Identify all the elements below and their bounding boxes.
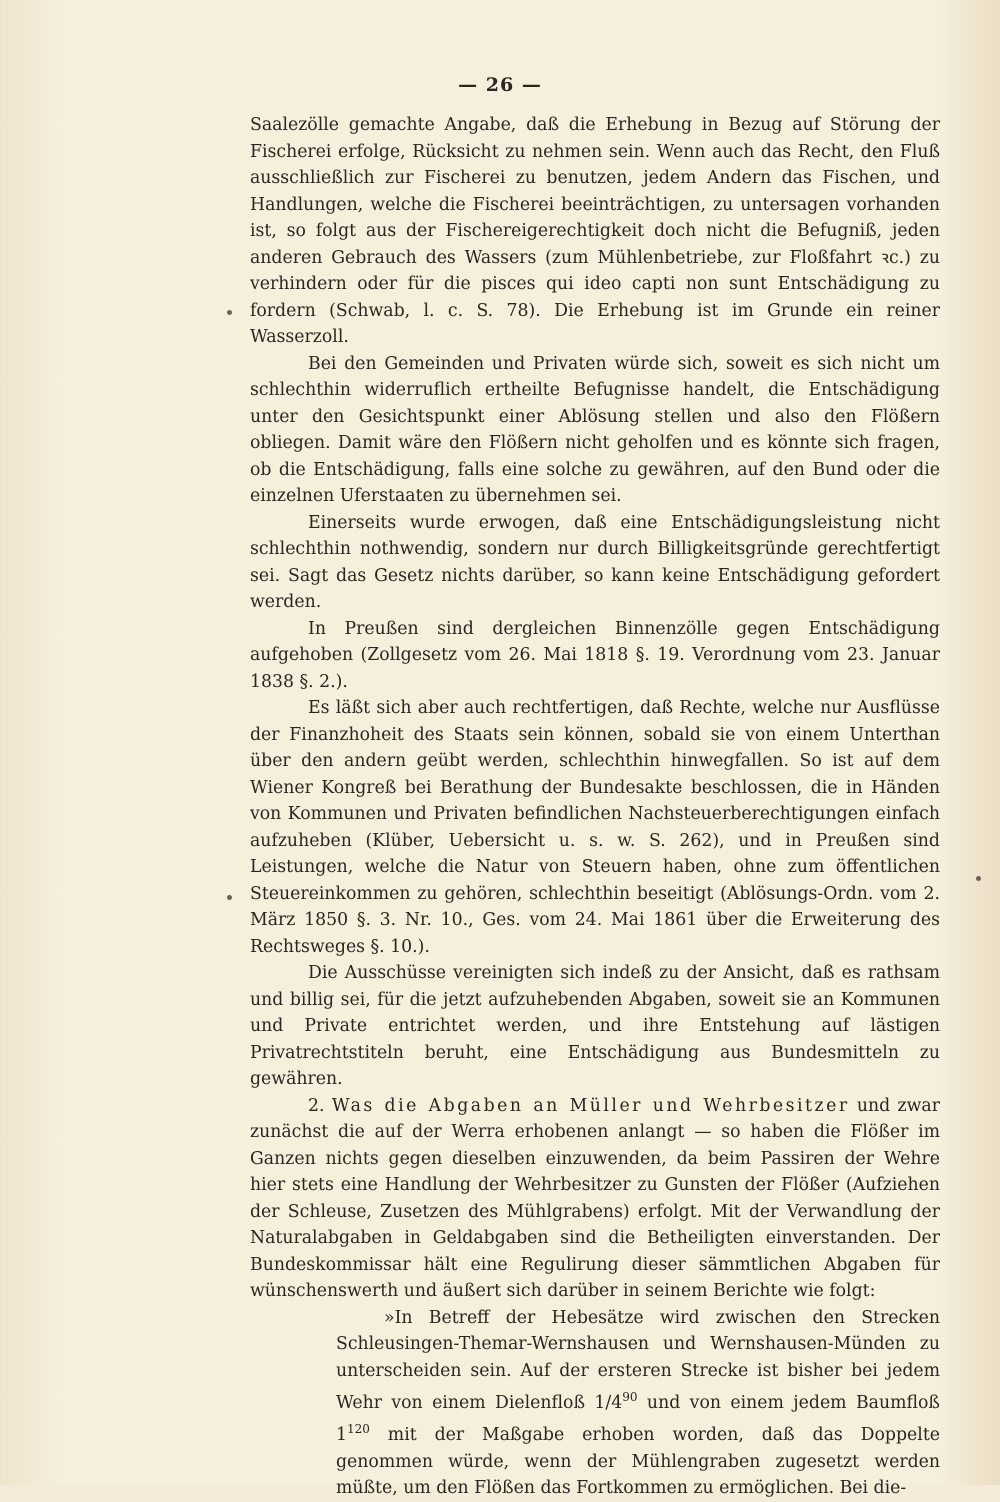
paragraph: Die Ausschüsse vereinigten sich indeß zu der Ansicht, daß es rathsam und billig sei, für die jetzt aufzuhebenden Abgaben, soweit sie an Kommunen und Private entrichtet werden, und ihre Entstehung auf lästigen Privatrechtstiteln beruht, eine Entschädigung aus Bundesmitteln zu gewähren.: [250, 963, 940, 1089]
paragraph: In Preußen sind dergleichen Binnenzölle gegen Entschädigung aufgehoben (Zollgesetz vom 26. Mai 1818 §. 19. Verordnung vom 23. Januar 1838 §. 2.).: [250, 618, 940, 692]
quoted-report: »In Betreff der Hebesätze wird zwischen den Strecken Schleusingen-Themar-Wernshausen und Wernshausen-Münden zu unterscheiden sein. Auf der ersteren Strecke ist bisher bei jedem Wehr von einem Dielenfloß $1/4^{90}$ und von einem jedem Baumfloß $1^{120}$ mit der Maßgabe erhoben worden, daß das Doppelte genommen würde, wenn der Mühlengraben zugesetzt werden müßte, um den Flößen das Fortkommen zu ermöglichen. Bei die-: [336, 1307, 940, 1499]
paragraph-section-2: [250, 1093, 940, 1305]
page-number: — 26 —: [458, 74, 542, 96]
paragraph: Es läßt sich aber auch rechtfertigen, daß Rechte, welche nur Ausflüsse der Finanzhoheit des Staats sein können, sobald sie von einem Unterthan über den andern geübt werden, schlechthin hinwegfallen. So ist auf dem Wiener Kongreß bei Berathung der Bundesakte beschlossen, die in Händen von Kommunen und Privaten befindlichen Nachsteuerberechtigungen einfach aufzuheben (Klüber, Uebersicht u. s. w. S. 262), und in Preußen sind Leistungen, welche die Natur von Steuern haben, ohne zum öffentlichen Steuereinkommen zu gehören, schlechthin beseitigt (Ablösungs-Ordn. vom 2. März 1850 §. 3. Nr. 10., Ges. vom 24. Mai 1861 über die Erweiterung des Rechtsweges §. 10.).: [250, 698, 940, 957]
section-number: 2.: [308, 1095, 332, 1116]
fraction-numerator: 1: [594, 1392, 606, 1413]
paragraph: Bei den Gemeinden und Privaten würde sich, soweit es sich nicht um schlechthin widerruflich ertheilte Befugnisse handelt, die Entschädigung unter den Gesichtspunkt einer Ablösung stellen und also den Flößern obliegen. Damit wäre den Flößern nicht geholfen und es könnte sich fragen, ob die Entschädigung, falls eine solche zu gewähren, auf den Bund oder die einzelnen Uferstaaten zu übernehmen sei.: [250, 353, 940, 506]
paper-speck: [227, 895, 232, 900]
fraction-denominator: 4: [611, 1392, 623, 1413]
section-text: und zwar zunächst die auf der Werra erhobenen anlangt — so haben die Flößer im Ganzen nichts gegen dieselben einzuwenden, da beim Passiren der Wehre hier stets eine Handlung der Wehrbesitzer zu Gunsten der Flößer (Aufziehen der Schleuse, Zusetzen des Mühlgrabens) erfolgt. Mit der Verwandlung der Naturalabgaben in Geldabgaben sind die Betheiligten einverstanden. Der Bundeskommissar hält eine Regulirung dieser sämmtlichen Abgaben für wünschenswerth und äußert sich darüber in seinem Berichte wie folgt:: [250, 1095, 940, 1301]
paper-speck: [976, 876, 981, 881]
paragraph: Einerseits wurde erwogen, daß eine Entschädigungsleistung nicht schlechthin nothwendig, sondern nur durch Billigkeitsgründe gerechtfertigt sei. Sagt das Gesetz nichts darüber, so kann keine Entschädigung gefordert werden.: [250, 512, 940, 612]
superscript-rate: 120: [347, 1422, 370, 1437]
section-heading: Was die Abgaben an Müller und Wehrbesitzer: [331, 1095, 850, 1116]
paper-speck: [227, 310, 232, 315]
quote-text-1: »In Betreff der Hebesätze wird zwischen den Strecken Schleusingen-Themar-Wernshausen und Wernshausen-Münden zu unterscheiden sein. Auf der ersteren Strecke ist bisher bei jedem Wehr von einem Dielenfloß: [336, 1307, 940, 1413]
superscript-rate: 90: [622, 1390, 638, 1404]
quote-text-3: mit der Maßgabe erhoben worden, daß das Doppelte genommen würde, wenn der Mühlengraben zugesetzt werden müßte, um den Flößen das Fortkommen zu ermöglichen. Bei die-: [336, 1425, 940, 1499]
paragraph-continuation: Saalezölle gemachte Angabe, daß die Erhebung in Bezug auf Störung der Fischerei erfolge, Rücksicht zu nehmen sein. Wenn auch das Recht, den Fluß ausschließlich zur Fischerei zu benutzen, jedem Andern das Fischen, und Handlungen, welche die Fischerei beeinträchtigen, zu untersagen vorhanden ist, so folgt aus der Fischereigerechtigkeit doch nicht die Befugniß, jeden anderen Gebrauch des Wassers (zum Mühlenbetriebe, zur Floßfahrt ꝛc.) zu verhindern oder für die pisces qui ideo capti non sunt Entschädigung zu fordern (Schwab, l. c. S. 78). Die Erhebung ist im Grunde ein reiner Wasserzoll.: [250, 115, 940, 347]
body-text: [250, 112, 940, 1502]
quote-text-2: und von einem jedem Baumfloß 1: [336, 1392, 940, 1446]
